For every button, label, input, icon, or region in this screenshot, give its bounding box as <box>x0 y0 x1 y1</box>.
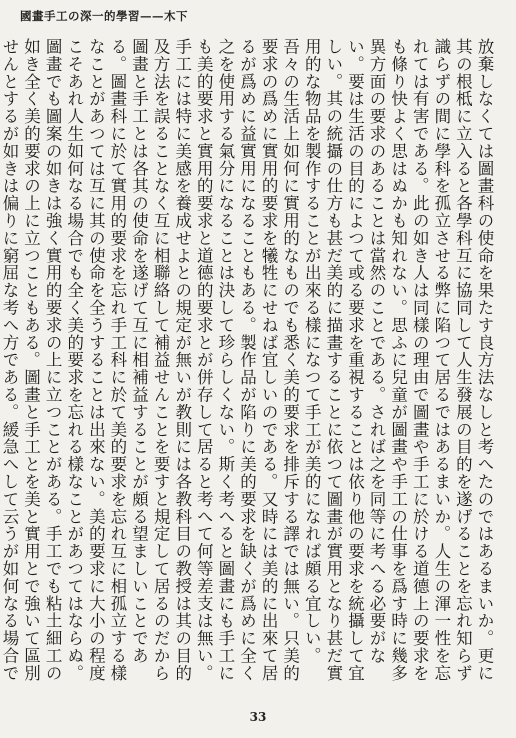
running-head: 國畫手工の深一的學習——木下 <box>20 9 188 23</box>
page-number: 33 <box>249 710 267 724</box>
body-paragraph: 放棄しなくては圖畫科の使命を果たす良方法なしと考へたのではあるまいか。更に其の根柢に立入ると各學科互に協同して人生發展の目的を遂げることを忘れ知らず識らずの間に學科を孤立させる弊に陷つて居るではあるまいか。人生の渾一性を忘れては有害である。此の如き人は同樣の理由で圖畫や手工に於ける道德上の要求をも條り快よく思はぬかも知れない。思ふに兒童が圖畫や手工の仕事を爲す時に幾多異方面の要求のあることは當然のことである。されば之を同等に考へる必要がない。要は生活の目的によつて或る要求を重視することは依り他の要求を統攝して宜しい。其の統攝の仕方も甚だ美的に描畫することに依つて圖畫が實用となり甚だ實用的な物品を製作することが出來る樣になつて手工が美的になれば頗る宜しい。吾々の生活上如何に實用的なものでも悉く美的要求を排斥する譯では無い。只美的要求の爲めに實用的要求を犧牲にせねば宜しいのである。又時には美的に出來て居るが爲めに益實用になることもある。製作品が陷りに美的要求を缺くが爲めに全く之を使用する氣分になることは決して珍らしくない。斯く考へると圖畫にも手工にも美的要求と實用的要求と道德的要求とが併存して居ると考へて何等差支は無い。手工には特に美感を養成せよとの規定が無いが教則には各教科目の教授は其の目的及方法を誤ることなく互に相聯絡して補益せんことを要すと規定して居るのだから圖畫と手工とは各其の使命を遂げて互に相補益することが頗る望ましいことである。圖畫科に於て實用的要求を忘れ手工科に於て美的要求を忘れ互に相孤立する樣なことがあつては互に其の使命を全うすることは出來ない。美的要求に大小の程度こそあれ人生如何なる場合でも全く美的要求を忘れる樣なことがあつてはならぬ。圖畫でも圖案の如きは強く實用的要求の上に立つことがある。手工でも粘土細工の如き全く美的要求の上に立つこともある。圖畫と手工とを美と實用とで強いて區別せんとするが如きは偏りに窮屈な考へ方である。緩急へして云うが如何なる場合で <box>0 38 494 682</box>
body-text <box>0 38 495 688</box>
